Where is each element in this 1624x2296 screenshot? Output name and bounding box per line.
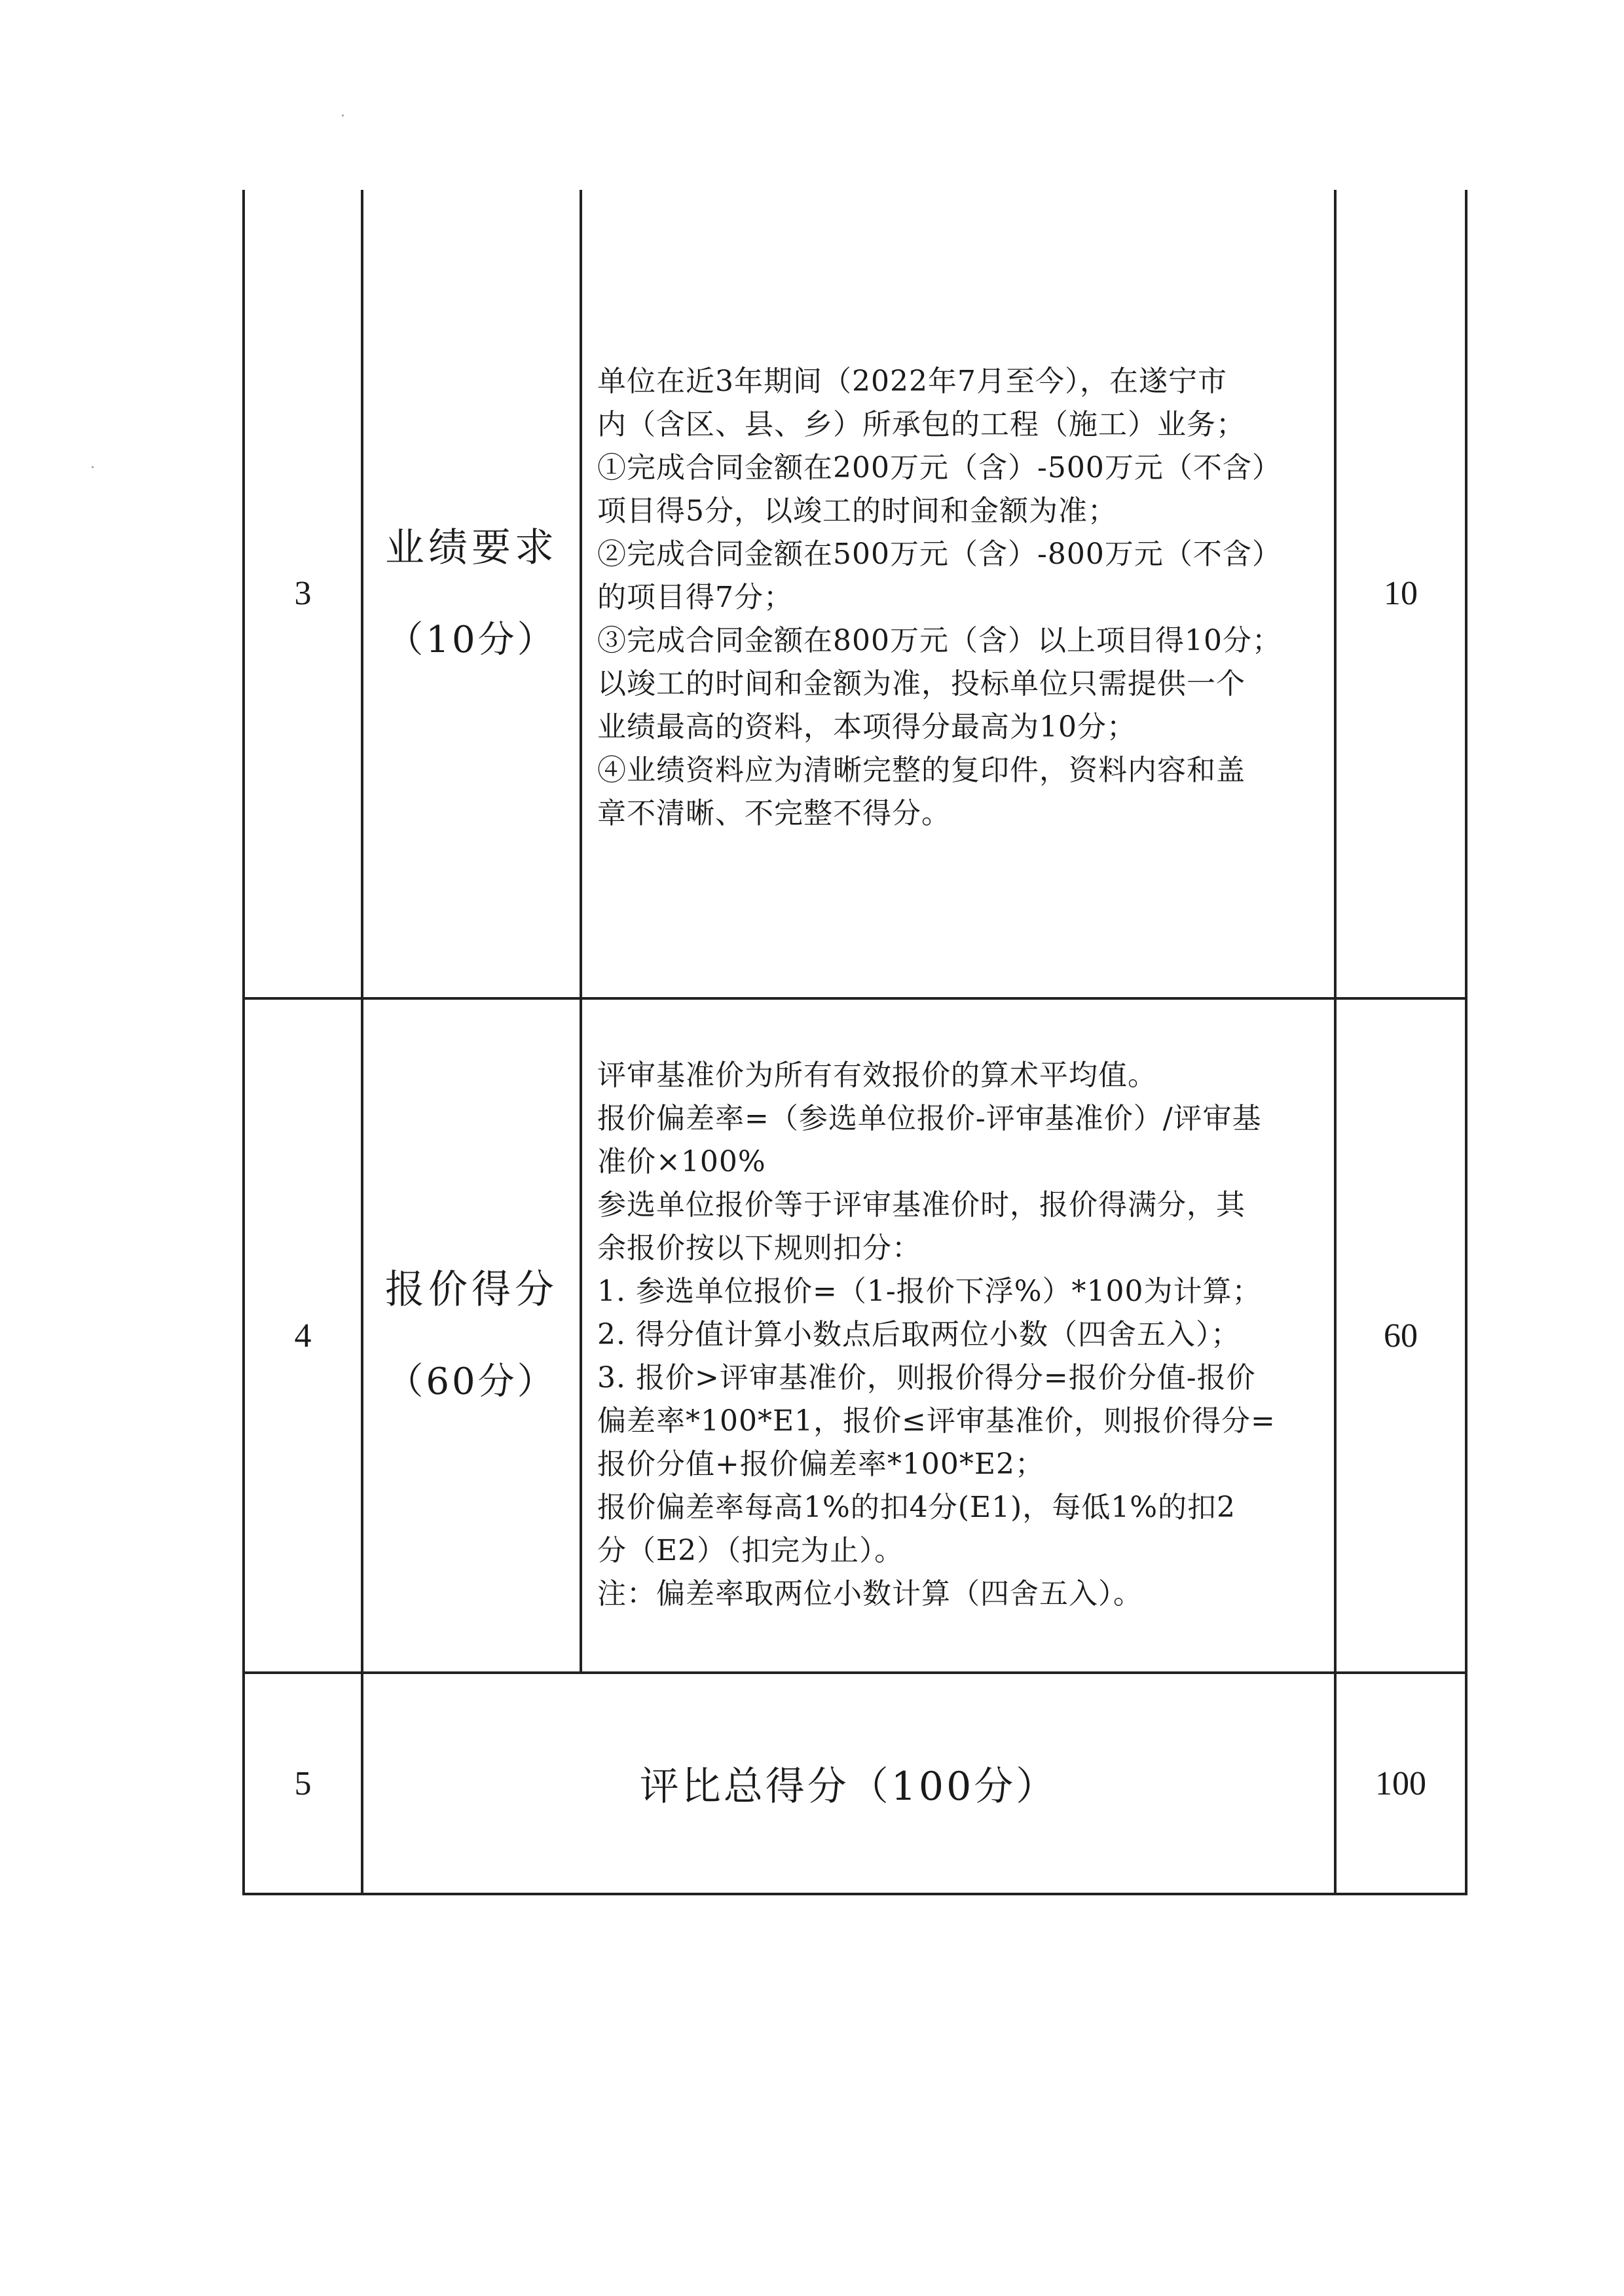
table-border-bottom — [242, 1893, 1467, 1895]
row-number — [245, 1674, 361, 1893]
criteria-line: 报价分值+报价偏差率*100*E2； — [597, 1448, 1044, 1481]
item-label — [385, 1266, 558, 1405]
row-number-text: 5 — [294, 1764, 312, 1802]
criteria-line: 项目得5分，以竣工的时间和金额为准； — [597, 494, 1117, 528]
criteria-line: 报价偏差率每高1%的扣4分(E1)，每低1%的扣2 — [597, 1491, 1236, 1524]
row-number — [245, 190, 361, 997]
criteria-line: 3. 报价>评审基准价，则报价得分=报价分值-报价 — [597, 1361, 1256, 1394]
criteria-description — [597, 1054, 1324, 1616]
criteria-line: 业绩最高的资料，本项得分最高为10分； — [597, 710, 1136, 744]
criteria-line: 以竣工的时间和金额为准，投标单位只需提供一个 — [597, 667, 1246, 701]
max-score-cell — [1337, 190, 1465, 997]
item-cell — [363, 1000, 580, 1671]
max-score: 60 — [1384, 1317, 1418, 1355]
criteria-line: 偏差率*100*E1，报价≤评审基准价，则报价得分= — [597, 1404, 1276, 1438]
criteria-line: 内（含区、县、乡）所承包的工程（施工）业务； — [597, 408, 1246, 441]
criteria-line: 的项目得7分； — [597, 581, 793, 614]
max-score-cell — [1337, 1674, 1465, 1893]
item-score: （10分） — [386, 618, 557, 661]
max-score-cell — [1337, 1000, 1465, 1671]
criteria-line: 1. 参选单位报价=（1-报价下浮%）*100为计算； — [597, 1275, 1262, 1308]
max-score: 10 — [1384, 575, 1418, 612]
item-cell — [363, 190, 580, 997]
criteria-line: 余报价按以下规则扣分： — [597, 1231, 921, 1265]
total-max-score: 100 — [1375, 1764, 1426, 1802]
criteria-line: 准价×100% — [597, 1145, 766, 1178]
total-label-cell — [363, 1674, 1334, 1893]
scan-speck — [92, 466, 94, 468]
total-label: 评比总得分（100分） — [639, 1764, 1058, 1810]
criteria-line: ②完成合同金额在500万元（含）-800万元（不含） — [597, 538, 1282, 571]
criteria-line: ①完成合同金额在200万元（含）-500万元（不含） — [597, 451, 1282, 484]
criteria-line: 注：偏差率取两位小数计算（四舍五入）。 — [597, 1577, 1143, 1611]
criteria-line: 章不清晰、不完整不得分。 — [597, 797, 951, 830]
item-title: 报价得分 — [385, 1267, 558, 1313]
criteria-line: 单位在近3年期间（2022年7月至今），在遂宁市 — [597, 365, 1227, 398]
table-border-right — [1465, 190, 1467, 1895]
criteria-line: ③完成合同金额在800万元（含）以上项目得10分； — [597, 624, 1282, 657]
criteria-line: 参选单位报价等于评审基准价时，报价得满分，其 — [597, 1188, 1246, 1222]
criteria-description — [597, 360, 1324, 835]
row-number — [245, 1000, 361, 1671]
item-label — [385, 524, 558, 663]
row-number-text: 4 — [294, 1317, 312, 1355]
scan-speck — [342, 115, 344, 117]
item-title: 业绩要求 — [385, 524, 558, 571]
table-divider-item — [580, 190, 582, 1673]
row-number-text: 3 — [294, 575, 312, 612]
criteria-line: 评审基准价为所有有效报价的算术平均值。 — [597, 1059, 1157, 1092]
criteria-line: ④业绩资料应为清晰完整的复印件，资料内容和盖 — [597, 754, 1246, 787]
item-score: （60分） — [386, 1360, 557, 1403]
criteria-line: 分（E2）（扣完为止）。 — [597, 1534, 904, 1567]
criteria-line: 2. 得分值计算小数点后取两位小数（四舍五入）； — [597, 1318, 1240, 1351]
criteria-line: 报价偏差率=（参选单位报价-评审基准价）/评审基 — [597, 1102, 1262, 1135]
